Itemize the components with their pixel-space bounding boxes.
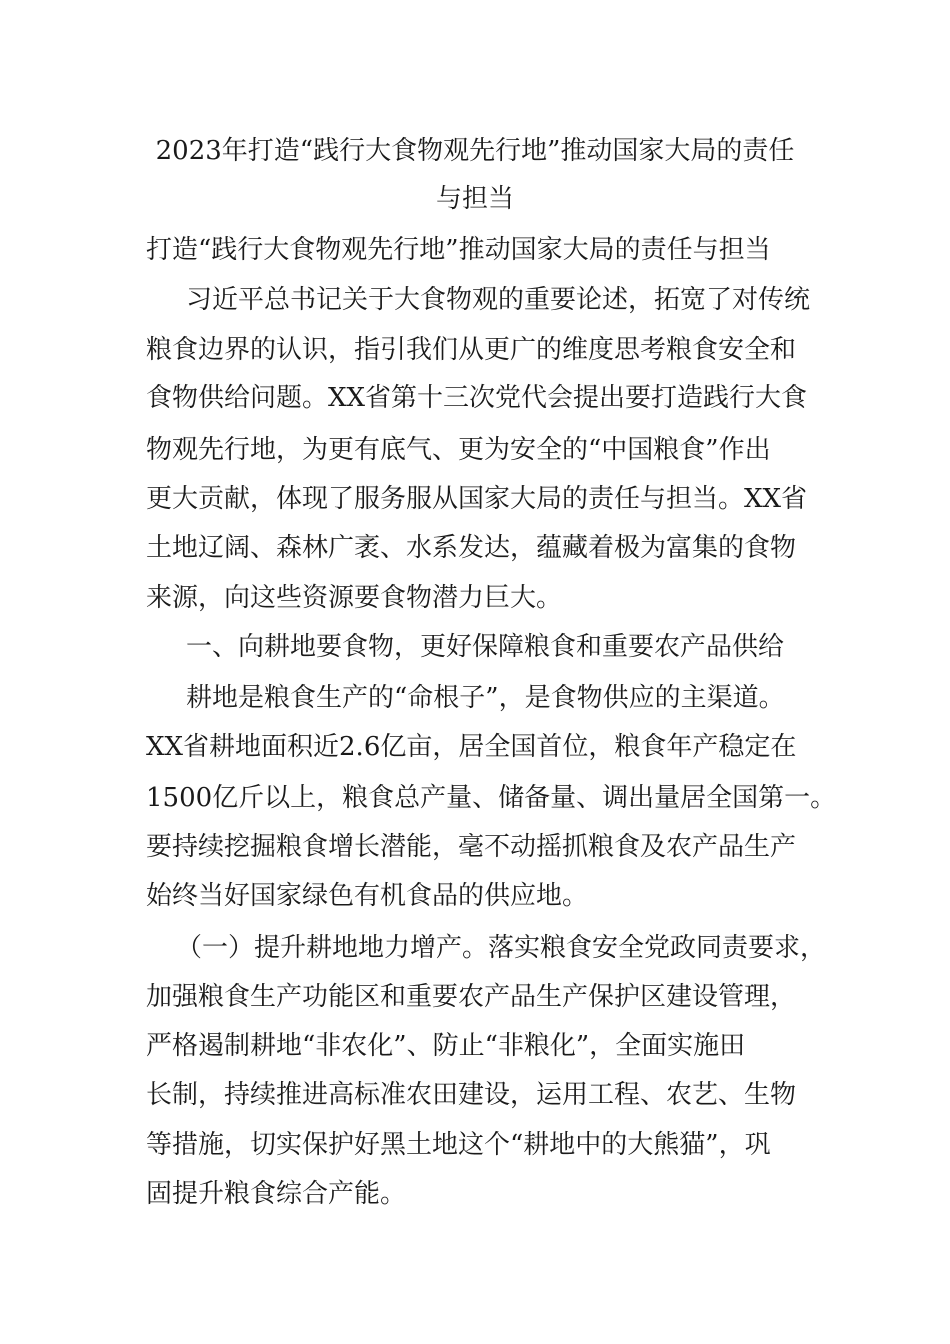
subtitle-line: 打造“践行大食物观先行地”推动国家大局的责任与担当 — [146, 235, 771, 265]
paragraph-line: 要持续挖掘粮食增长潜能，毫不动摇抓粮食及农产品生产 — [146, 832, 797, 862]
paragraph-line: 食物供给问题。XX省第十三次党代会提出要打造践行大食 — [146, 383, 808, 413]
paragraph-line: 粮食边界的认识，指引我们从更广的维度思考粮食安全和 — [146, 335, 797, 365]
paragraph-line: 始终当好国家绿色有机食品的供应地。 — [146, 881, 589, 911]
subsection-line: （一）提升耕地地力增产。落实粮食安全党政同责要求， — [176, 933, 827, 963]
paragraph-line: 习近平总书记关于大食物观的重要论述，拓宽了对传统 — [186, 285, 811, 315]
paragraph-line: 土地辽阔、森林广袤、水系发达，蕴藏着极为富集的食物 — [146, 533, 797, 563]
paragraph-line: 1500亿斤以上，粮食总产量、储备量、调出量居全国第一。 — [146, 783, 837, 813]
document-title-line-1: 2023年打造“践行大食物观先行地”推动国家大局的责任 — [155, 136, 795, 166]
paragraph-line: 耕地是粮食生产的“命根子”，是食物供应的主渠道。 — [186, 683, 785, 713]
section-heading: 一、向耕地要食物，更好保障粮食和重要农产品供给 — [186, 632, 785, 662]
paragraph-line: 长制，持续推进高标准农田建设，运用工程、农艺、生物 — [146, 1080, 797, 1110]
paragraph-line: 物观先行地，为更有底气、更为安全的“中国粮食”作出 — [146, 435, 771, 465]
paragraph-line: 固提升粮食综合产能。 — [146, 1179, 407, 1209]
paragraph-line: 来源，向这些资源要食物潜力巨大。 — [146, 583, 563, 613]
paragraph-line: 加强粮食生产功能区和重要农产品生产保护区建设管理， — [146, 982, 797, 1012]
paragraph-line: XX省耕地面积近2.6亿亩，居全国首位，粮食年产稳定在 — [146, 732, 797, 762]
document-title-line-2: 与担当 — [435, 184, 514, 214]
paragraph-line: 等措施，切实保护好黑土地这个“耕地中的大熊猫”，巩 — [146, 1130, 771, 1160]
paragraph-line: 严格遏制耕地“非农化”、防止“非粮化”，全面实施田 — [146, 1031, 746, 1061]
paragraph-line: 更大贡献，体现了服务服从国家大局的责任与担当。XX省 — [146, 484, 808, 514]
